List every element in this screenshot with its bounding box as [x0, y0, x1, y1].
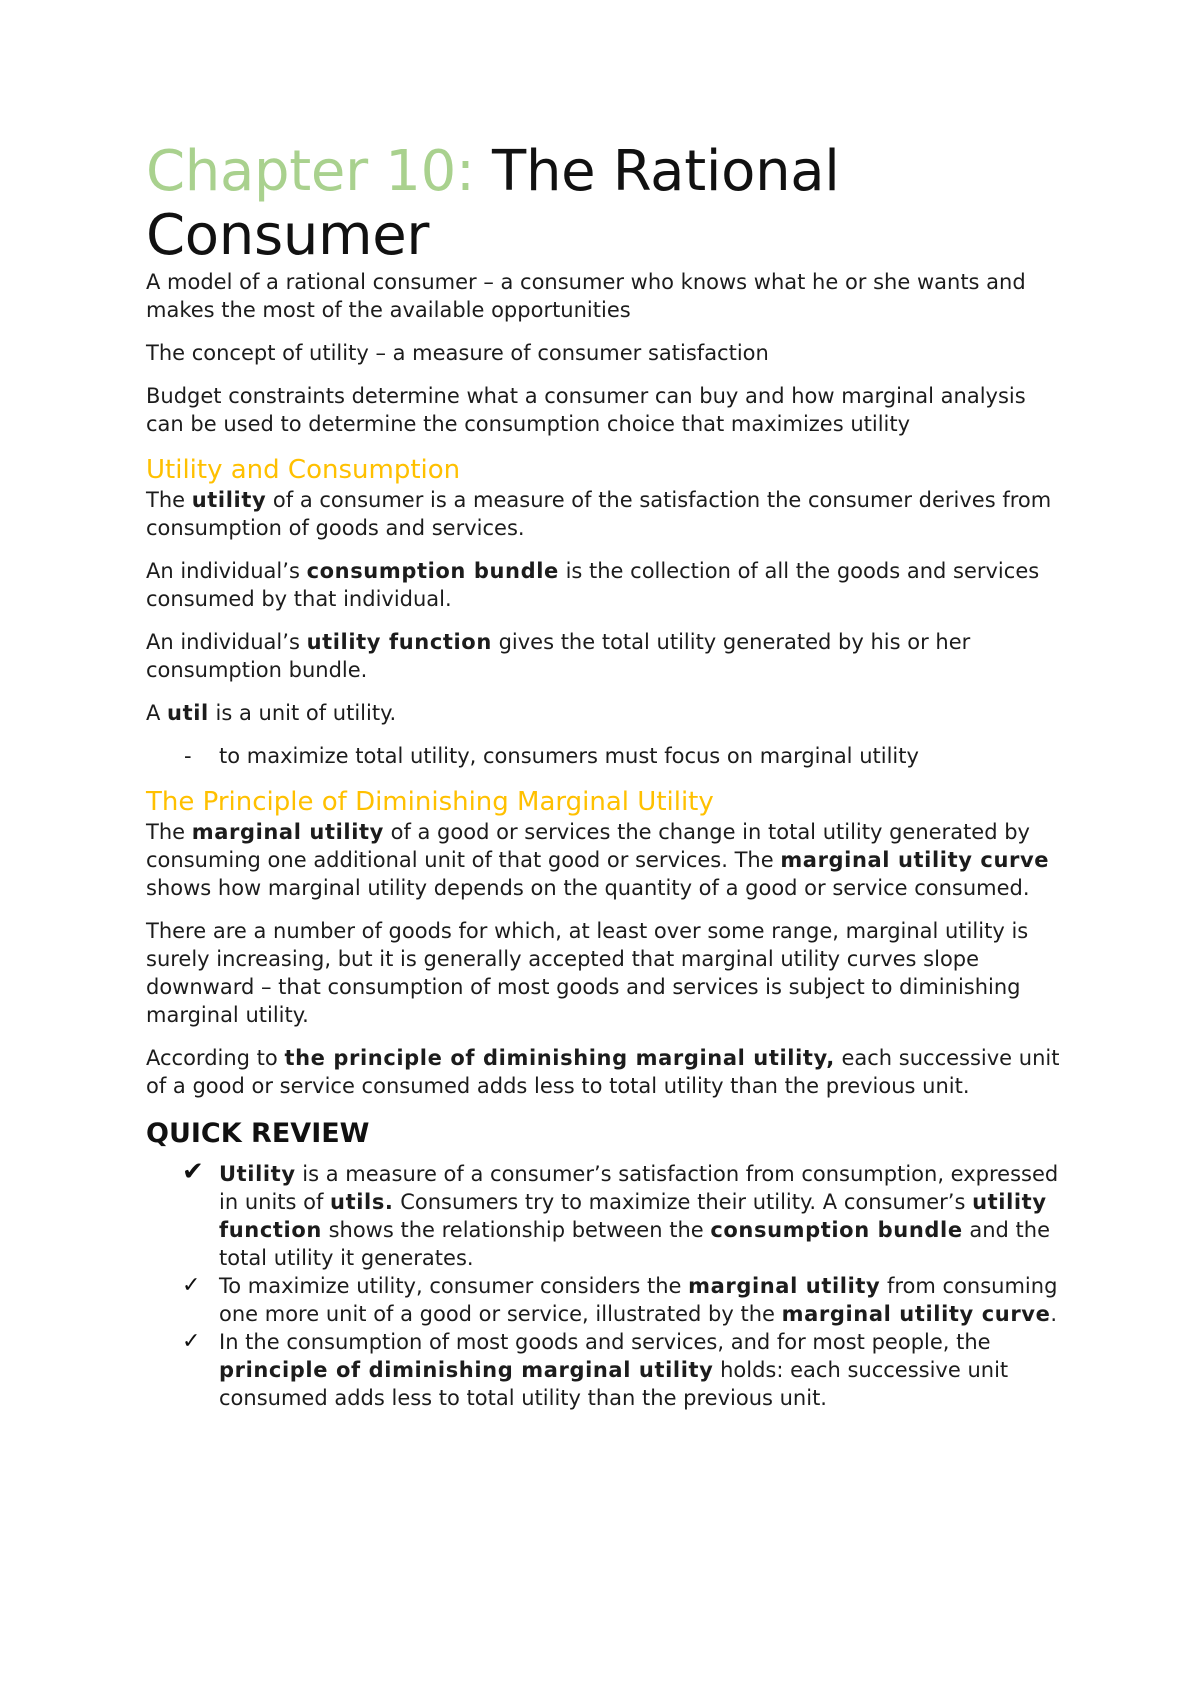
utility-function-definition: An individual’s utility function gives the total utility generated by his or her consumption bundle. [146, 630, 971, 682]
section-heading-utility-consumption: Utility and Consumption [146, 455, 461, 485]
marginal-utility-definition: The marginal utility of a good or services the change in total utility generated by consuming one additional unit of that good or services. The marginal utility curve shows how marginal utility depends on the quantity of a good or service consumed. [146, 820, 1050, 900]
section-heading-diminishing-marginal-utility: The Principle of Diminishing Marginal Utility [146, 787, 714, 817]
list-item: ✓ To maximize utility, consumer considers the marginal utility from consuming one more unit of a good or service, illustrated by the marginal utility curve. [182, 1273, 1058, 1326]
list-item: ✓ In the consumption of most goods and services, and for most people, the principle of diminishing marginal utility holds: each successive unit consumed adds less to total utility than the previous unit. [182, 1329, 1009, 1410]
chapter-title: The Rational Consumer [146, 139, 840, 268]
dash-marker: - [184, 744, 192, 768]
list-item: ✔ Utility is a measure of a consumer’s satisfaction from consumption, expressed in units of utils. Consumers try to maximize their utility. A consumer’s utility function shows the relationship between the consumption bundle and the total utility it generates. [182, 1157, 1059, 1270]
quick-review-list [146, 1157, 1070, 1412]
util-definition: A util is a unit of utility. [146, 701, 397, 725]
intro-paragraph-2: The concept of utility – a measure of consumer satisfaction [146, 341, 769, 365]
checkmark-icon: ✓ [182, 1273, 201, 1298]
marginal-utility-discussion: There are a number of goods for which, at least over some range, marginal utility is surely increasing, but it is generally accepted that marginal utility curves slope downward – that consumption of most goods and services is subject to diminishing marginal utility. [146, 919, 1029, 1027]
intro-paragraph-1: A model of a rational consumer – a consumer who knows what he or she wants and makes the most of the available opportunities [146, 270, 1026, 322]
chapter-label: Chapter 10: [146, 139, 475, 204]
page-title [146, 140, 1070, 268]
list-item: - to maximize total utility, consumers must focus on marginal utility [184, 744, 919, 768]
checkmark-icon: ✔ [182, 1157, 204, 1187]
intro-paragraph-3: Budget constraints determine what a consumer can buy and how marginal analysis can be used to determine the consumption choice that maximizes utility [146, 384, 1026, 436]
dash-list [146, 742, 1070, 770]
checkmark-icon: ✓ [182, 1329, 201, 1354]
consumption-bundle-definition: An individual’s consumption bundle is the collection of all the goods and services consumed by that individual. [146, 559, 1040, 611]
diminishing-principle-definition: According to the principle of diminishing marginal utility, each successive unit of a good or service consumed adds less to total utility than the previous unit. [146, 1046, 1060, 1098]
utility-definition: The utility of a consumer is a measure of the satisfaction the consumer derives from consumption of goods and services. [146, 488, 1052, 540]
quick-review-heading: QUICK REVIEW [146, 1118, 370, 1149]
